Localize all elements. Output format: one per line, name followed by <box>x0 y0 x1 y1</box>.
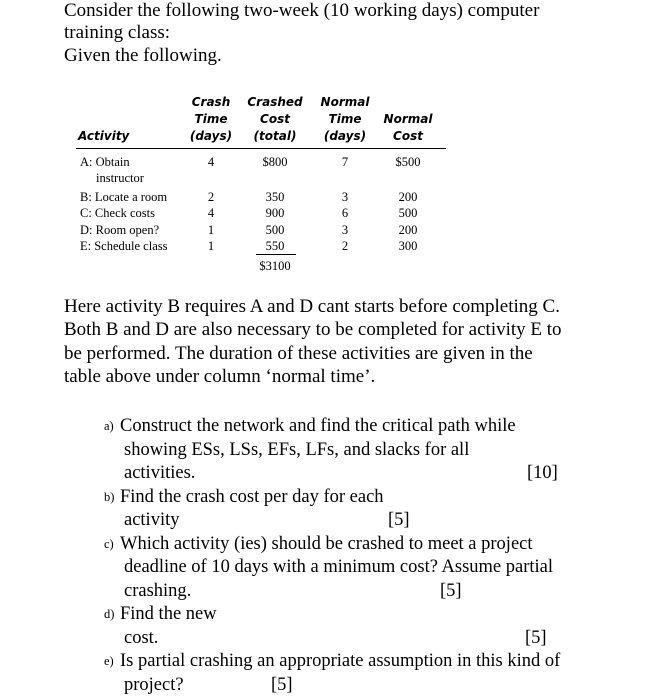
question-e-line-1: Is partial crashing an appropriate assumption in this kind of <box>120 651 561 671</box>
row-b-normal-time: 3 <box>341 190 349 204</box>
question-c-line-3: crashing. <box>124 581 192 601</box>
question-d-mark: [5] <box>525 628 547 648</box>
header-normal-time <box>317 94 373 145</box>
description-line-2: Both B and D are also necessary to be completed for activity E to <box>64 319 562 340</box>
row-b-crash-time: 2 <box>207 190 215 204</box>
question-a-label: a) <box>104 419 114 433</box>
header-normal-cost-l1: Normal <box>383 112 433 126</box>
question-a-line-3: activities. <box>124 463 196 483</box>
row-c-activity: C: Check costs <box>80 206 155 220</box>
row-b-crashed-cost: 350 <box>265 190 285 204</box>
question-a-line-2: showing ESs, LSs, EFs, LFs, and slacks for all <box>124 440 470 460</box>
description-line-4: table above under column ‘normal time’. <box>64 366 376 387</box>
row-d-crash-time: 1 <box>207 223 215 237</box>
header-crashed-cost-l1: Crashed <box>247 95 303 109</box>
header-normal-cost <box>380 111 436 145</box>
row-e-normal-cost: 300 <box>398 239 418 253</box>
row-d-normal-time: 3 <box>341 223 349 237</box>
intro-line-2: training class: <box>64 22 171 43</box>
question-d-label: d) <box>104 607 115 621</box>
row-e-activity: E: Schedule class <box>80 239 168 253</box>
total-rule <box>256 254 296 255</box>
description-line-1: Here activity B requires A and D cant starts before completing C. <box>64 296 560 317</box>
header-crash-time-l2: Time <box>194 112 228 126</box>
header-normal-cost-l2: Cost <box>393 129 423 143</box>
question-d-line-1: Find the new <box>120 604 217 624</box>
row-e-normal-time: 2 <box>341 239 349 253</box>
header-crash-time <box>185 94 237 145</box>
row-a-normal-cost: $500 <box>395 155 421 169</box>
intro-line-3: Given the following. <box>64 45 222 66</box>
question-b-mark: [5] <box>388 510 410 530</box>
row-d-normal-cost: 200 <box>398 223 418 237</box>
question-e-mark: [5] <box>271 675 293 695</box>
row-b-normal-cost: 200 <box>398 190 418 204</box>
header-crash-time-l1: Crash <box>191 95 231 109</box>
description-line-3: be performed. The duration of these activities are given in the <box>64 343 533 364</box>
question-c-mark: [5] <box>440 581 462 601</box>
header-crashed-cost-l3: (total) <box>253 129 297 143</box>
question-e-label: e) <box>104 654 114 668</box>
question-b-label: b) <box>104 490 115 504</box>
row-c-crash-time: 4 <box>207 206 215 220</box>
row-a-normal-time: 7 <box>341 155 349 169</box>
row-e-crashed-cost: 550 <box>265 239 285 253</box>
row-a-crashed-cost: $800 <box>262 155 288 169</box>
row-a-crash-time: 4 <box>207 155 215 169</box>
question-e-line-2: project? <box>124 675 184 695</box>
row-a-activity: A: Obtain <box>80 155 130 169</box>
header-crashed-cost <box>244 94 306 145</box>
question-d-line-2: cost. <box>124 628 159 648</box>
intro-line-1: Consider the following two-week (10 working days) computer <box>64 0 540 21</box>
question-c-line-1: Which activity (ies) should be crashed to meet a project <box>120 534 533 554</box>
row-d-activity: D: Room open? <box>80 223 160 237</box>
header-normal-time-l3: (days) <box>323 129 367 143</box>
question-a-mark: [10] <box>527 463 558 483</box>
row-b-activity: B: Locate a room <box>80 190 168 204</box>
question-c-label: c) <box>104 537 114 551</box>
question-b-line-1: Find the crash cost per day for each <box>120 487 384 507</box>
header-crashed-cost-l2: Cost <box>260 112 290 126</box>
row-c-normal-time: 6 <box>341 206 349 220</box>
row-d-crashed-cost: 500 <box>265 223 285 237</box>
header-crash-time-l3: (days) <box>189 129 233 143</box>
header-rule <box>76 148 446 149</box>
header-activity: Activity <box>78 129 130 143</box>
header-normal-time-l1: Normal <box>320 95 370 109</box>
header-normal-time-l2: Time <box>328 112 362 126</box>
row-e-crash-time: 1 <box>207 239 215 253</box>
question-a-line-1: Construct the network and find the critical path while <box>120 416 516 436</box>
row-a-activity-cont: instructor <box>96 171 144 185</box>
row-c-normal-cost: 500 <box>398 206 418 220</box>
row-c-crashed-cost: 900 <box>265 206 285 220</box>
question-b-line-2: activity <box>124 510 180 530</box>
question-c-line-2: deadline of 10 days with a minimum cost? Assume partial <box>124 557 554 577</box>
total-crashed-cost: $3100 <box>259 259 291 273</box>
